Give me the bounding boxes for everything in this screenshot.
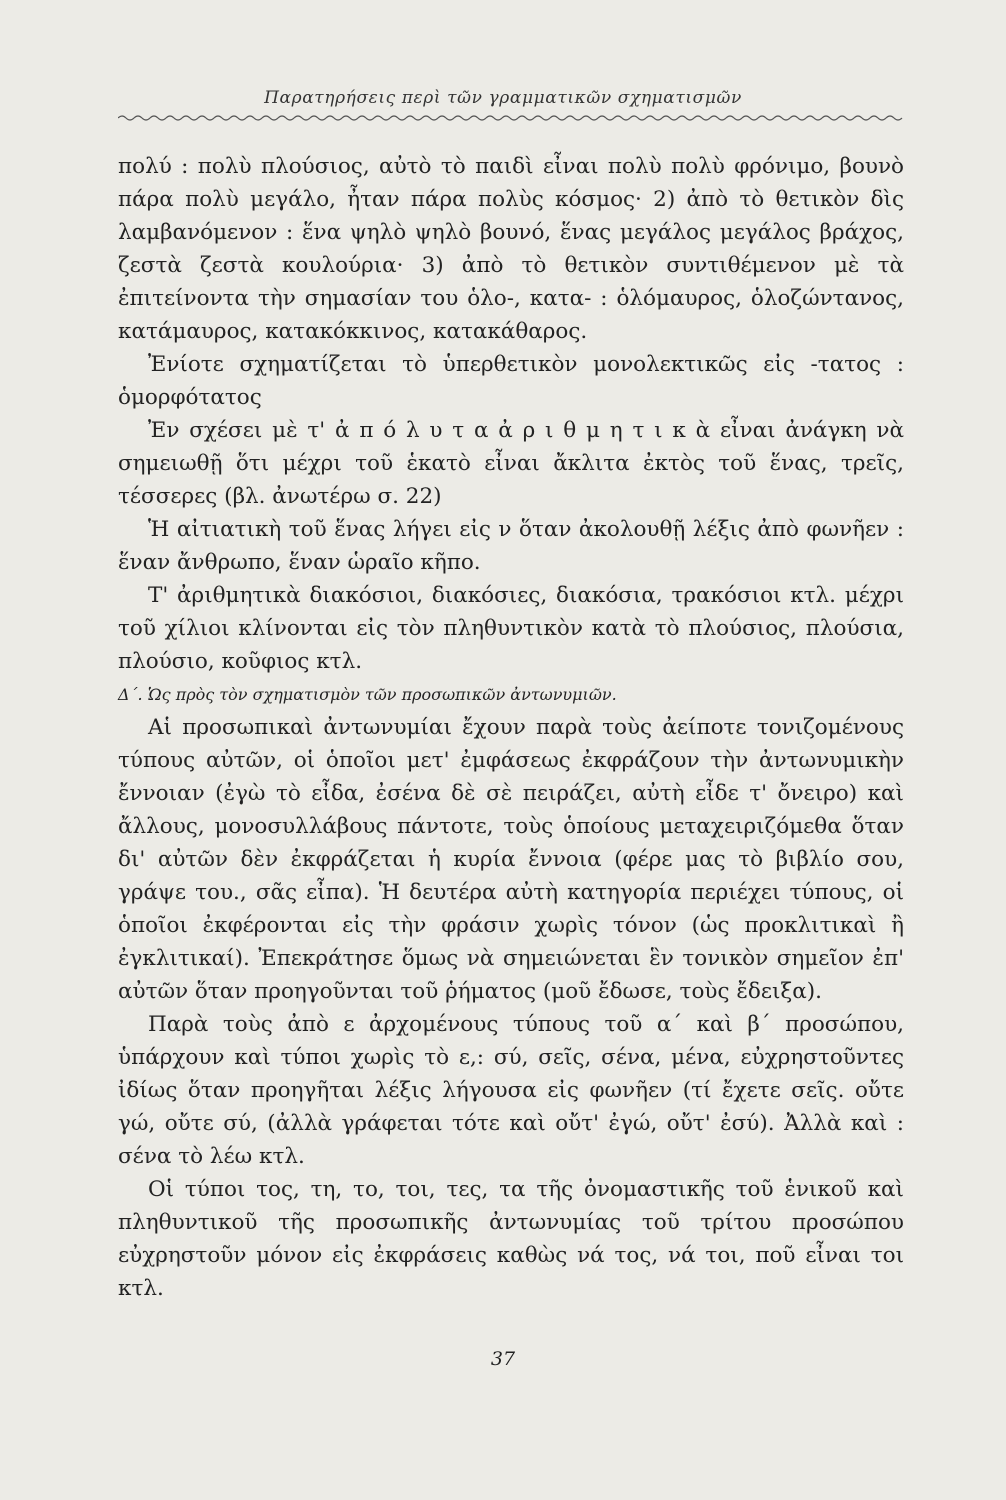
body-text: [118, 150, 904, 1305]
paragraph: Ἐνίοτε σχηματίζεται τὸ ὑπερθετικὸν μονολεκτικῶς εἰς -τατος : ὁμορφότατος: [118, 352, 904, 410]
section-subheading: Δ΄. Ὡς πρὸς τὸν σχηματισμὸν τῶν προσωπικῶν ἀντωνυμιῶν.: [118, 685, 617, 704]
paragraph: πολύ : πολὺ πλούσιος, αὐτὸ τὸ παιδὶ εἶναι πολὺ πολὺ φρόνιμο, βουνὸ πάρα πολὺ μεγάλο, ἦταν πάρα πολὺς κόσμος· 2) ἀπὸ τὸ θετικὸν δὶς λαμβανόμενον : ἕνα ψηλὸ ψηλὸ βουνό, ἕνας μεγάλος μεγάλος βράχος, ζεστὰ ζεστὰ κουλούρια· 3) ἀπὸ τὸ θετικὸν συντιθέμενον μὲ τὰ ἐπιτείνοντα τὴν σημασίαν του ὁλο-, κατα- : ὁλόμαυρος, ὁλοζώντανος, κατάμαυρος, κατακόκκινος, κατακάθαρος.: [118, 154, 904, 344]
paragraph: Αἱ προσωπικαὶ ἀντωνυμίαι ἔχουν παρὰ τοὺς ἀείποτε τονιζομένους τύπους αὐτῶν, οἱ ὁποῖοι μετ' ἐμφάσεως ἐκφράζουν τὴν ἀντωνυμικὴν ἔννοιαν (ἐγὼ τὸ εἶδα, ἐσένα δὲ σὲ πειράζει, αὐτὴ εἶδε τ' ὄνειρο) καὶ ἄλλους, μονοσυλλάβους πάντοτε, τοὺς ὁποίους μεταχειριζόμεθα ὅταν δι' αὐτῶν δὲν ἐκφράζεται ἡ κυρία ἔννοια (φέρε μας τὸ βιβλίο σου, γράψε του., σᾶς εἶπα). Ἡ δευτέρα αὐτὴ κατηγορία περιέχει τύπους, οἱ ὁποῖοι ἐκφέρονται εἰς τὴν φράσιν χωρὶς τόνον (ὡς προκλιτικαὶ ἢ ἐγκλιτικαί). Ἐπεκράτησε ὅμως νὰ σημειώνεται ἓν τονικὸν σημεῖον ἐπ' αὐτῶν ὅταν προηγοῦνται τοῦ ῥήματος (μοῦ ἔδωσε, τοὺς ἔδειξα).: [118, 715, 904, 1004]
paragraph: Οἱ τύποι τος, τη, το, τοι, τες, τα τῆς ὀνομαστικῆς τοῦ ἑνικοῦ καὶ πληθυντικοῦ τῆς προσωπικῆς ἀντωνυμίας τοῦ τρίτου προσώπου εὐχρηστοῦν μόνον εἰς ἐκφράσεις καθὼς νά τος, νά τοι, ποῦ εἶναι τοι κτλ.: [118, 1177, 904, 1301]
paragraph: Ἡ αἰτιατικὴ τοῦ ἕνας λήγει εἰς ν ὅταν ἀκολουθῇ λέξις ἀπὸ φωνῆεν : ἕναν ἄνθρωπο, ἕναν ὡραῖο κῆπο.: [118, 517, 904, 575]
wavy-rule: [118, 112, 904, 124]
running-header: Παρατηρήσεις περὶ τῶν γραμματικῶν σχηματισμῶν: [264, 88, 742, 108]
page-number: 37: [490, 1348, 516, 1370]
paragraph: Τ' ἀριθμητικὰ διακόσιοι, διακόσιες, διακόσια, τρακόσιοι κτλ. μέχρι τοῦ χίλιοι κλίνονται εἰς τὸν πληθυντικὸν κατὰ τὸ πλούσιος, πλούσια, πλούσιο, κοῦφιος κτλ.: [118, 583, 904, 674]
paragraph: Παρὰ τοὺς ἀπὸ ε ἀρχομένους τύπους τοῦ α΄ καὶ β΄ προσώπου, ὑπάρχουν καὶ τύποι χωρὶς τὸ ε,: σύ, σεῖς, σένα, μένα, εὐχρηστοῦντες ἰδίως ὅταν προηγῆται λέξις λήγουσα εἰς φωνῆεν (τί ἔχετε σεῖς. οὔτε γώ, οὔτε σύ, (ἀλλὰ γράφεται τότε καὶ οὔτ' ἐγώ, οὔτ' ἐσύ). Ἀλλὰ καὶ : σένα τὸ λέω κτλ.: [118, 1012, 904, 1169]
paragraph: Ἐν σχέσει μὲ τ' ἀ π ό λ υ τ α ἀ ρ ι θ μ η τ ι κ ὰ εἶναι ἀνάγκη νὰ σημειωθῇ ὅτι μέχρι τοῦ ἑκατὸ εἶναι ἄκλιτα ἐκτὸς τοῦ ἕνας, τρεῖς, τέσσερες (βλ. ἀνωτέρω σ. 22): [118, 418, 904, 509]
